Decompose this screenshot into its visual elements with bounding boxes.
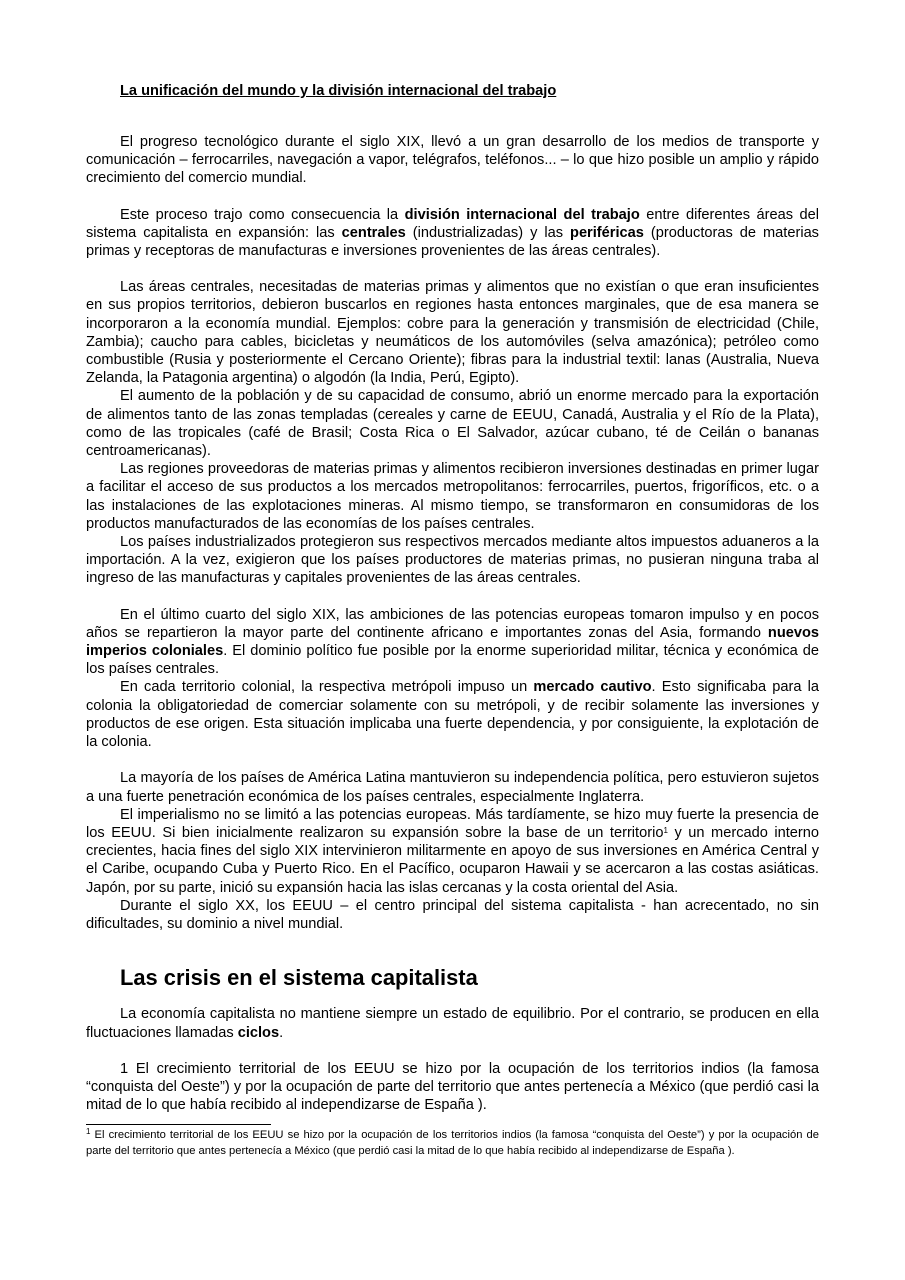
section-subtitle: Las crisis en el sistema capitalista — [120, 965, 478, 991]
footnote-reference[interactable]: 1 — [663, 825, 668, 835]
paragraph-captive-market: En cada territorio colonial, la respectiva metrópoli impuso un mercado cautivo. Esto significaba para la colonia la obligatoriedad de comerciar solamente con su metrópoli, y de recibir solamente las inversiones y productos de ese origen. Esta situación implicaba una fuerte dependencia, y por consiguiente, la explotación de la colonia. — [86, 679, 819, 751]
paragraph-raw-materials: Las áreas centrales, necesitadas de materias primas y alimentos que no existían o que eran insuficientes en sus propios territorios, debieron buscarlos en regiones hasta entonces marginales, que de esa manera se incorporaron a la economía mundial. Ejemplos: cobre para la generación y transmisión de electricidad (Chile, Zambia); caucho para cables, bicicletas y neumáticos de los automóviles (selva amazónica); petróleo como combustible (Rusia y posteriormente el Cercano Oriente); fibras para la industrial textil: lanas (Australia, Nueva Zelanda, la Patagonia argentina) o algodón (la India, Perú, Egipto). — [86, 279, 819, 387]
paragraph-transport-progress: El progreso tecnológico durante el siglo XIX, llevó a un gran desarrollo de los medios de transporte y comunicación – ferrocarriles, navegación a vapor, telégrafos, teléfonos... – lo que hizo posible un amplio y rápido crecimiento del comercio mundial. — [86, 134, 819, 187]
document-page — [86, 82, 819, 1159]
document-title: La unificación del mundo y la división internacional del trabajo — [120, 83, 557, 99]
paragraph-international-division: Este proceso trajo como consecuencia la división internacional del trabajo entre diferentes áreas del sistema capitalista en expansión: las centrales (industrializadas) y las periféricas (productoras de materias primas y receptoras de manufacturas e inversiones provenientes de las áreas centrales). — [86, 206, 819, 260]
paragraph-colonial-empires: En el último cuarto del siglo XIX, las ambiciones de las potencias europeas tomaron impulso y en pocos años se repartieron la mayor parte del continente africano e importantes zonas del Asia, formando nuevos imperios coloniales. El dominio político fue posible por la enorme superioridad militar, técnica y económica de los países centrales. — [86, 606, 819, 678]
footnote-mark: 1 — [86, 1127, 91, 1137]
paragraph-food-exports: El aumento de la población y de su capacidad de consumo, abrió un enorme mercado para la exportación de alimentos tanto de las zonas templadas (cereales y carne de EEUU, Canadá, Australia y el Río de la Plata), como de las tropicales (café de Brasil; Costa Rica o El Salvador, azúcar cubano, té de Ceilán o bananas centroamericanas). — [86, 388, 819, 460]
paragraph-latin-america: La mayoría de los países de América Latina mantuvieron su independencia política, pero estuvieron sujetos a una fuerte penetración económica de los países centrales, especialmente Inglaterra. — [86, 770, 819, 805]
footnote: $^1$ El crecimiento territorial de los EEUU se hizo por la ocupación de los territorios indios (la famosa “conquista del Oeste”) y por la ocupación de parte del territorio que antes pertenecía a México (que perdió casi la mitad de lo que había recibido al independizarse de España ). — [86, 1127, 819, 1157]
paragraph-us-imperialism: El imperialismo no se limitó a las potencias europeas. Más tardíamente, se hizo muy fuerte la presencia de los EEUU. Si bien inicialmente realizaron su expansión sobre la base de un territorio$^1$ y un mercado interno crecientes, hacia fines del siglo XIX intervinieron militarmente en apoyo de sus inversiones en América Central y el Caribe, ocupando Cuba y Puerto Rico. En el Pacífico, ocuparon Hawaii y se acercaron a las costas asiáticas. Japón, por su parte, inició su expansión hacia las islas cercanas y la costa oriental del Asia. — [86, 806, 820, 896]
footnote-divider — [86, 1124, 271, 1125]
paragraph-twentieth-century: Durante el siglo XX, los EEUU – el centro principal del sistema capitalista - han acrecentado, no sin dificultades, su dominio a nivel mundial. — [86, 897, 819, 932]
paragraph-territorial-note: 1 El crecimiento territorial de los EEUU se hizo por la ocupación de los territorios indios (la famosa “conquista del Oeste”) y por la ocupación de parte del territorio que antes pertenecía a México (que perdió casi la mitad de lo que había recibido al independizarse de España ). — [86, 1060, 819, 1114]
paragraph-protectionism: Los países industrializados protegieron sus respectivos mercados mediante altos impuestos aduaneros a la importación. A la vez, exigieron que los países productores de materias primas, no pusieran ninguna traba al ingreso de las manufacturas y capitales provenientes de las áreas centrales. — [86, 534, 819, 587]
paragraph-investments: Las regiones proveedoras de materias primas y alimentos recibieron inversiones destinadas en primer lugar a facilitar el acceso de sus productos a los mercados metropolitanos: ferrocarriles, puertos, frigoríficos, etc. o a las instalaciones de las explotaciones mineras. Al mismo tiempo, se transformaron en consumidoras de los productos manufacturados de las economías de los países centrales. — [86, 461, 819, 532]
paragraph-cycles: La economía capitalista no mantiene siempre un estado de equilibrio. Por el contrario, se producen en ella fluctuaciones llamadas ciclos. — [86, 1006, 819, 1041]
